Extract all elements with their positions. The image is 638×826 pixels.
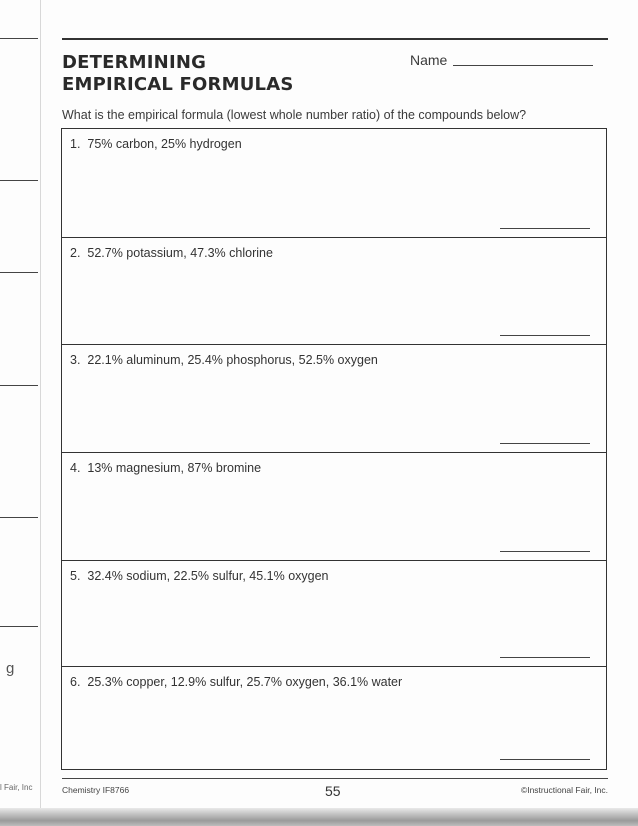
- answer-line[interactable]: [500, 228, 590, 229]
- problem-text: [70, 675, 402, 689]
- problem-cell-1: [62, 129, 606, 237]
- answer-line[interactable]: [500, 759, 590, 760]
- problem-number: 6.: [70, 675, 81, 689]
- problem-number: 1.: [70, 137, 81, 151]
- problem-cell-4: [62, 452, 606, 560]
- problem-text: [70, 353, 378, 367]
- problem-cell-3: [62, 344, 606, 452]
- problem-number: 2.: [70, 246, 81, 260]
- problem-cell-6: [62, 666, 606, 768]
- margin-tick: [0, 626, 38, 627]
- margin-tick: [0, 517, 38, 518]
- margin-tick: [0, 180, 38, 181]
- problem-text: [70, 569, 329, 583]
- margin-tick: [0, 272, 38, 273]
- name-label: Name: [410, 52, 448, 68]
- footer-publication: Chemistry IF8766: [62, 785, 130, 795]
- name-blank-line[interactable]: [453, 65, 593, 66]
- answer-line[interactable]: [500, 551, 590, 552]
- margin-tick: [0, 38, 38, 39]
- footer-rule: [62, 778, 608, 779]
- answer-line[interactable]: [500, 335, 590, 336]
- problem-number: 3.: [70, 353, 81, 367]
- name-field: [410, 52, 593, 68]
- problems-box: [61, 128, 607, 770]
- problem-statement: 25.3% copper, 12.9% sulfur, 25.7% oxygen, 36.1% water: [87, 675, 403, 689]
- problem-text: [70, 461, 261, 475]
- problem-cell-5: [62, 560, 606, 666]
- margin-credit-fragment: l Fair, Inc: [0, 783, 33, 792]
- problem-statement: 32.4% sodium, 22.5% sulfur, 45.1% oxygen: [87, 569, 329, 583]
- problem-statement: 22.1% aluminum, 25.4% phosphorus, 52.5% oxygen: [87, 353, 378, 367]
- problem-text: [70, 137, 242, 151]
- problem-statement: 13% magnesium, 87% bromine: [87, 461, 262, 475]
- footer-copyright: ©Instructional Fair, Inc.: [520, 785, 608, 795]
- problem-text: [70, 246, 273, 260]
- title-line-2: EMPIRICAL FORMULAS: [62, 74, 294, 95]
- problem-statement: 52.7% potassium, 47.3% chlorine: [87, 246, 273, 260]
- page-number: 55: [325, 783, 341, 799]
- worksheet-title: [62, 52, 293, 96]
- margin-tick: [0, 385, 38, 386]
- problem-statement: 75% carbon, 25% hydrogen: [87, 137, 242, 151]
- problem-number: 4.: [70, 461, 81, 475]
- instructions-text: What is the empirical formula (lowest whole number ratio) of the compounds below?: [62, 108, 527, 122]
- header-rule: [62, 38, 608, 40]
- scan-bottom-shadow: [0, 808, 638, 826]
- problem-cell-2: [62, 237, 606, 344]
- answer-line[interactable]: [500, 443, 590, 444]
- title-line-1: DETERMINING: [62, 52, 207, 73]
- left-margin-strip: [0, 0, 41, 826]
- problem-number: 5.: [70, 569, 81, 583]
- margin-letter-fragment: g: [6, 660, 15, 677]
- answer-line[interactable]: [500, 657, 590, 658]
